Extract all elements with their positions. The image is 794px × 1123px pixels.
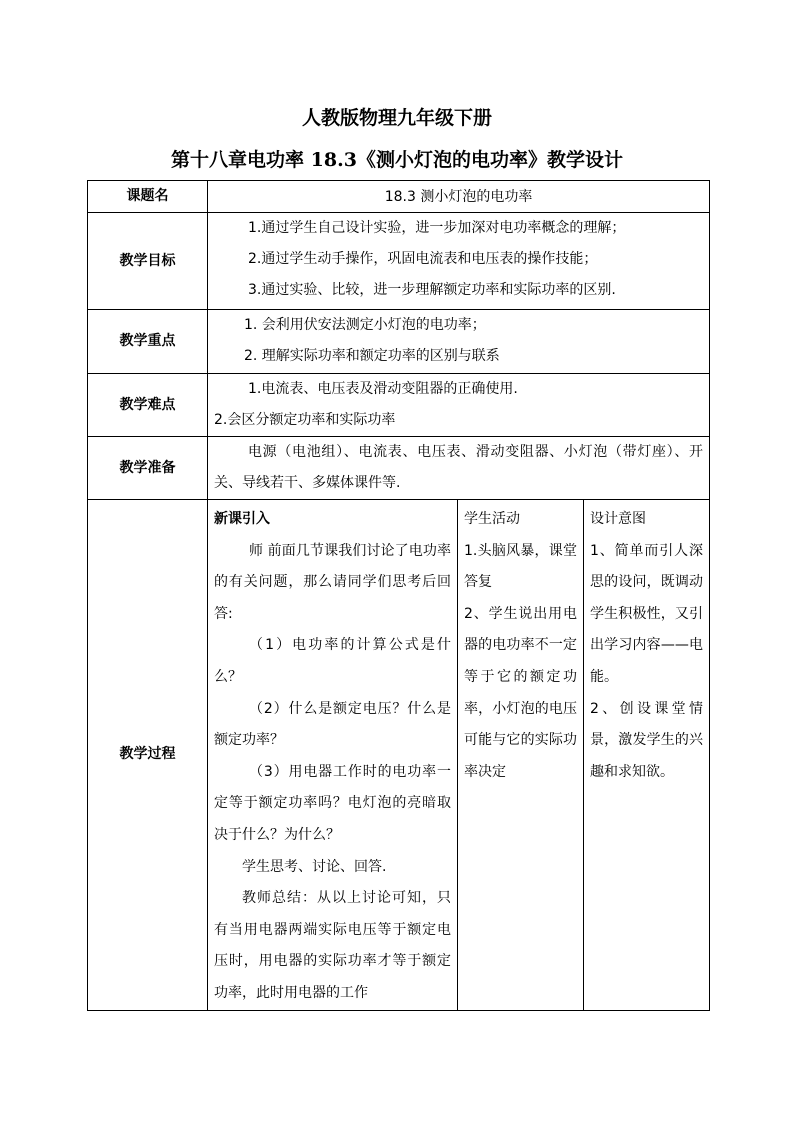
- row-difficulties: [88, 374, 710, 437]
- topic-label: 课题名: [88, 181, 208, 213]
- key-point-item: 2. 理解实际功率和额定功率的区别与联系: [244, 348, 500, 364]
- student-activity-item: 1.头脑风暴，课堂答复: [464, 542, 577, 591]
- goal-item: 2.通过学生动手操作，巩固电流表和电压表的操作技能；: [248, 251, 598, 267]
- design-intent-item: 2、创设课堂情景，激发学生的兴趣和求知欲。: [590, 700, 704, 780]
- goal-item: 3.通过实验、比较，进一步理解额定功率和实际功率的区别.: [248, 282, 616, 298]
- topic-value: 18.3 测小灯泡的电功率: [208, 181, 710, 213]
- row-goals: [88, 213, 710, 310]
- difficulties-label: 教学难点: [88, 374, 208, 437]
- difficulty-item: 1.电流表、电压表及滑动变阻器的正确使用.: [248, 381, 518, 397]
- teacher-heading: 新课引入: [214, 511, 270, 527]
- question-item: （3）用电器工作时的电功率一定等于额定功率吗？电灯泡的亮暗取决于什么？为什么？: [214, 763, 451, 843]
- teacher-paragraph: 学生思考、讨论、回答.: [242, 858, 387, 875]
- key-points-label: 教学重点: [88, 310, 208, 374]
- teacher-paragraph: 教师总结：从以上讨论可知，只有当用电器两端实际电压等于额定电压时，用电器的实际功率才等于额定功率，此时用电器的工作: [214, 890, 451, 1001]
- row-topic: [88, 181, 710, 213]
- student-activity-item: 2、学生说出用电器的电功率不一定等于它的额定功率，小灯泡的电压可能与它的实际功率决定: [464, 605, 577, 780]
- goal-item: 1.通过学生自己设计实验，进一步加深对电功率概念的理解；: [248, 220, 626, 236]
- preparation-label: 教学准备: [88, 437, 208, 500]
- row-process: [88, 500, 710, 1011]
- question-item: （2）什么是额定电压？什么是额定功率？: [214, 700, 451, 749]
- process-design-cell: [584, 500, 710, 1011]
- lesson-plan-table: [87, 180, 710, 1011]
- process-student-cell: [458, 500, 584, 1011]
- difficulty-item: 2.会区分额定功率和实际功率: [214, 412, 396, 428]
- key-point-item: 1. 会利用伏安法测定小灯泡的电功率；: [244, 317, 486, 333]
- goals-cell: [208, 213, 710, 310]
- student-heading: 学生活动: [464, 511, 520, 527]
- difficulties-cell: [208, 374, 710, 437]
- page-subtitle: 第十八章电功率 18.3《测小灯泡的电功率》教学设计: [171, 149, 623, 171]
- design-intent-item: 1、简单而引人深思的设问，既调动学生积极性，又引出学习内容——电能。: [590, 542, 704, 685]
- row-preparation: [88, 437, 710, 500]
- page-title: 人教版物理九年级下册: [301, 107, 492, 129]
- row-key-points: [88, 310, 710, 374]
- design-heading: 设计意图: [590, 511, 646, 527]
- goals-label: 教学目标: [88, 213, 208, 310]
- process-label: 教学过程: [88, 500, 208, 1011]
- key-points-cell: [208, 310, 710, 374]
- process-teacher-cell: [208, 500, 458, 1011]
- preparation-text: 电源（电池组）、电流表、电压表、滑动变阻器、小灯泡（带灯座）、开关、导线若干、多媒体课件等.: [208, 437, 710, 500]
- question-item: （1）电功率的计算公式是什么？: [214, 637, 451, 685]
- teacher-paragraph: 师 前面几节课我们讨论了电功率的有关问题，那么请同学们思考后回答:: [214, 542, 451, 622]
